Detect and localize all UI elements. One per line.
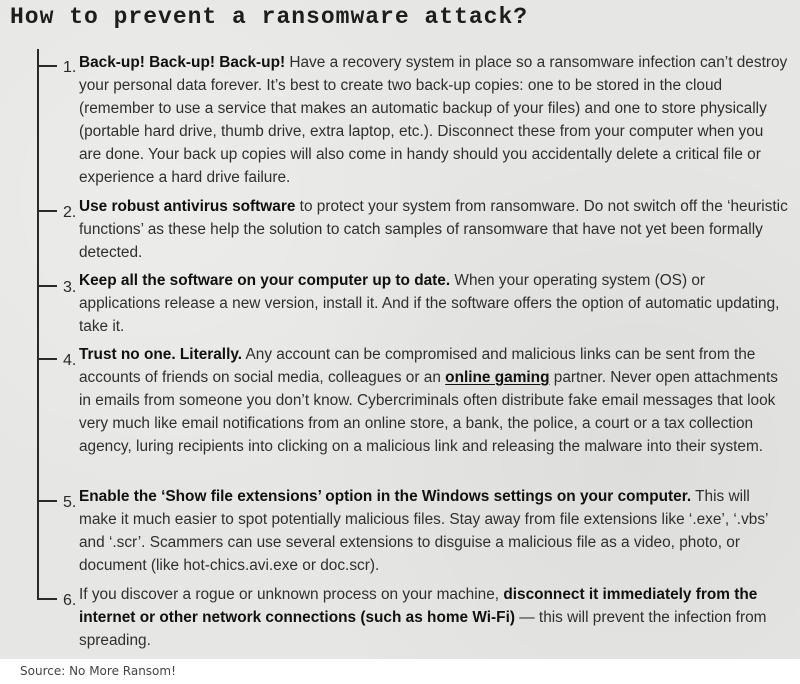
item-body: When your operating system (OS) or applications release a new version, install it. And if the software offers the option of automatic updating, take it. (79, 272, 780, 335)
item-body: If you discover a rogue or unknown process on your machine, (79, 586, 504, 603)
list-item (79, 485, 789, 577)
list-item (79, 269, 789, 338)
item-heading: Use robust antivirus software (79, 198, 296, 215)
item-heading: Keep all the software on your computer up to date. (79, 272, 451, 289)
page-title: How to prevent a ransomware attack? (10, 4, 529, 30)
item-body: Have a recovery system in place so a ransomware infection can’t destroy your personal data forever. It’s best to create two back-up copies: one to be stored in the cloud (remember to use a service that makes an automatic backup of your files) and one to store physically (portable hard drive, thumb drive, extra laptop, etc.). Disconnect these from your computer when you are done. Your back up copies will also come in handy should you accidentally delete a critical file or experience a hard drive failure. (79, 54, 788, 186)
item-heading: Back-up! Back-up! Back-up! (79, 54, 286, 71)
item-number: 2. (63, 204, 77, 221)
timeline-tick (37, 358, 57, 360)
item-body: — this will prevent the infection from spreading. (79, 609, 767, 649)
list-item (79, 343, 789, 458)
item-number: 1. (63, 59, 77, 76)
item-body: This will make it much easier to spot potentially malicious files. Stay away from file extensions like ‘.exe’, ‘.vbs’ and ‘.scr’. Scammers can use several extensions to disguise a malicious file as a video, photo, or document (like hot-chics.avi.exe or doc.scr). (79, 488, 768, 574)
source-caption: Source: No More Ransom! (20, 664, 176, 678)
item-body: partner. Never open attachments in emails from someone you don’t know. Cybercriminals often distribute fake email messages that look very much like email notifications from an online store, a bank, the police, a court or a tax collection agency, luring recipients into clicking on a malicious link and releasing the malware into their system. (79, 369, 778, 455)
item-body: Any account can be compromised and malicious links can be sent from the accounts of friends on social media, colleagues or an (79, 346, 756, 386)
timeline-tick (37, 210, 57, 212)
item-number: 5. (63, 494, 77, 511)
item-heading: Enable the ‘Show file extensions’ option in the Windows settings on your computer. (79, 488, 692, 505)
item-heading: disconnect it immediately from the internet or other network connections (such as home Wi-Fi) (79, 586, 758, 626)
timeline-tick (37, 285, 57, 287)
item-number: 4. (63, 352, 77, 369)
item-number: 3. (63, 279, 77, 296)
online-gaming-link[interactable]: online gaming (445, 369, 550, 386)
timeline-line (37, 49, 39, 600)
item-number: 6. (63, 592, 77, 609)
timeline-tick (37, 598, 57, 600)
list-item (79, 583, 789, 652)
list-item (79, 195, 789, 264)
list-item (79, 51, 789, 189)
item-heading: Trust no one. Literally. (79, 346, 243, 363)
item-body: to protect your system from ransomware. Do not switch off the ‘heuristic functions’ as these help the solution to catch samples of ransomware that have not yet been formally detected. (79, 198, 788, 261)
timeline-tick (37, 500, 57, 502)
timeline-tick (37, 65, 57, 67)
